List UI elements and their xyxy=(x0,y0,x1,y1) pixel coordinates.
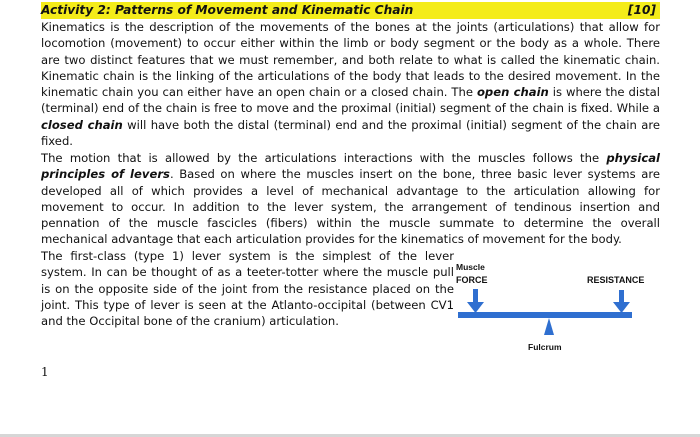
first-class-lever-diagram xyxy=(452,258,657,358)
paragraph-text: will have both the distal (terminal) end and the proximal (initial) segment of the chain are fixed. xyxy=(41,117,661,149)
keyword-physical-principles: physical principles of levers xyxy=(41,151,660,182)
resistance-label: RESISTANCE xyxy=(587,275,645,285)
resistance-arrow-icon xyxy=(613,290,630,313)
paragraph-text: Kinematics is the description of the movements of the bones at the joints (articulations) that allow for locomotion (movement) to occur either within the limb or body segment or the body as a whole. There are two distinct features that we must remember, and both relate to what is called the kinematic chain. Kinematic chain is the linking of the articulations of the body that leads to the desired movement. In the kinematic chain you can either have an open chain or a closed chain. The xyxy=(41,20,660,100)
activity-title: Activity 2: Patterns of Movement and Kinematic Chain xyxy=(41,3,414,17)
paragraph-levers xyxy=(41,150,660,248)
fulcrum-label: Fulcrum xyxy=(528,342,562,352)
activity-marks: [10] xyxy=(627,3,656,17)
force-label-line1: Muscle xyxy=(456,262,485,272)
keyword-open-chain: open chain xyxy=(476,85,549,100)
keyword-closed-chain: closed chain xyxy=(41,117,123,132)
activity-header xyxy=(41,2,660,19)
paragraph-text: is where the distal (terminal) end of the chain is free to move and the proximal (initial) segment of the chain is fixed. While a xyxy=(41,85,660,116)
lever-bar xyxy=(458,312,632,318)
force-arrow-icon xyxy=(467,289,484,313)
paragraph-text: . Based on where the muscles insert on the bone, three basic lever systems are developed all of which provides a level of mechanical advantage to the articulation allowing for movement to occur. In addition to the lever system, the arrangement of tendinous insertion and pennation of the muscle fascicles (fibers) within the muscle summate to determine the overall mechanical advantage that each articulation provides for the kinematics of movement for the body. xyxy=(41,167,660,247)
paragraph-first-class-lever: The first-class (type 1) lever system is the simplest of the lever system. In can be thought of as a teeter-totter where the muscle pull is on the opposite side of the joint from the resistance placed on the joint. This type of lever is seen at the Atlanto-occipital (between CV1 and the Occipital bone of the cranium) articulation. xyxy=(41,249,454,329)
paragraph-kinematics xyxy=(41,19,660,149)
fulcrum-icon xyxy=(544,318,554,335)
paragraph-text: The motion that is allowed by the articulations interactions with the muscles follows the xyxy=(41,151,607,165)
page-number: 1 xyxy=(41,365,49,379)
force-label-line2: FORCE xyxy=(456,275,488,285)
